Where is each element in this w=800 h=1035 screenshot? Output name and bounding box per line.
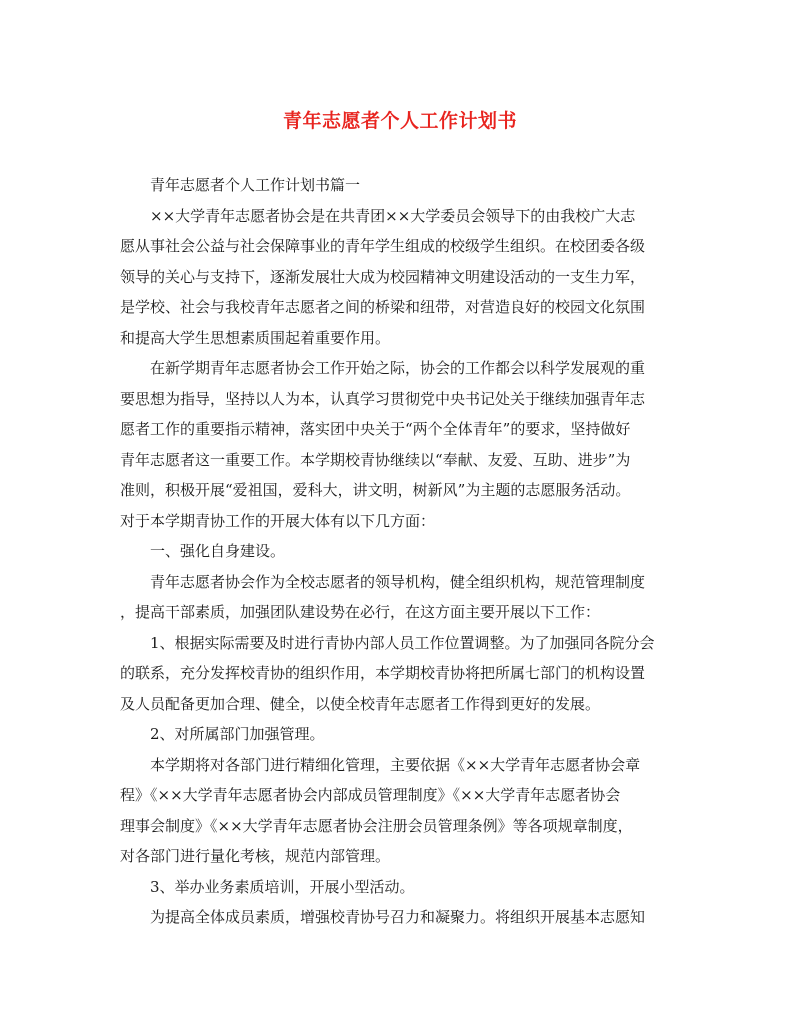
- text-line: 及人员配备更加合理、健全，以使全校青年志愿者工作得到更好的发展。: [120, 694, 601, 713]
- text-line: 青年志愿者这一重要工作。本学期校青协继续以“奉献、友爱、互助、进步”为: [120, 450, 631, 469]
- document-body: [120, 170, 680, 933]
- text-line: 程》《××大学青年志愿者协会内部成员管理制度》《××大学青年志愿者协会: [120, 786, 621, 804]
- text-line: 对于本学期青协工作的开展大体有以下几方面：: [120, 511, 436, 530]
- text-line: 为提高全体成员素质，增强校青协号召力和凝聚力。将组织开展基本志愿知: [150, 908, 646, 926]
- text-line: 在新学期青年志愿者协会工作开始之际，协会的工作都会以科学发展观的重: [150, 359, 646, 377]
- text-line: 本学期将对各部门进行精细化管理，主要依据《××大学青年志愿者协会章: [150, 755, 641, 774]
- text-line: 的联系，充分发挥校青协的组织作用，本学期校青协将把所属七部门的机构设置: [120, 664, 646, 682]
- text-line: ××大学青年志愿者协会是在共青团××大学委员会领导下的由我校广大志: [150, 206, 636, 225]
- text-line: 1、根据实际需要及时进行青协内部人员工作位置调整。为了加强同各院分会: [150, 633, 655, 652]
- text-line: 愿从事社会公益与社会保障事业的青年学生组成的校级学生组织。在校团委各级: [120, 237, 646, 255]
- text-line: 青年志愿者协会作为全校志愿者的领导机构，健全组织机构，规范管理制度: [150, 572, 646, 591]
- text-line: 一、强化自身建设。: [150, 542, 286, 560]
- text-line: 3、举办业务素质培训，开展小型活动。: [150, 877, 415, 896]
- text-line: 对各部门进行量化考核，规范内部管理。: [120, 847, 391, 865]
- text-line: 理事会制度》《××大学青年志愿者协会注册会员管理条例》等各项规章制度，: [120, 816, 633, 835]
- document-title: 青年志愿者个人工作计划书: [282, 110, 517, 132]
- text-line: 青年志愿者个人工作计划书篇一: [150, 176, 361, 194]
- text-line: 准则，积极开展“爱祖国，爱科大，讲文明，树新风”为主题的志愿服务活动。: [120, 481, 631, 499]
- text-line: 2、对所属部门加强管理。: [150, 725, 325, 743]
- text-line: 要思想为指导，坚持以人为本，认真学习贯彻党中央书记处关于继续加强青年志: [120, 389, 646, 408]
- text-line: ，提高干部素质，加强团队建设势在必行，在这方面主要开展以下工作：: [120, 603, 601, 621]
- text-line: 领导的关心与支持下，逐渐发展壮大成为校园精神文明建设活动的一支生力军，: [120, 267, 646, 286]
- text-line: 是学校、社会与我校青年志愿者之间的桥梁和纽带，对营造良好的校园文化氛围: [120, 298, 646, 316]
- text-line: 愿者工作的重要指示精神，落实团中央关于“两个全体青年”的要求，坚持做好: [120, 420, 631, 438]
- text-line: 和提高大学生思想素质围起着重要作用。: [120, 328, 391, 347]
